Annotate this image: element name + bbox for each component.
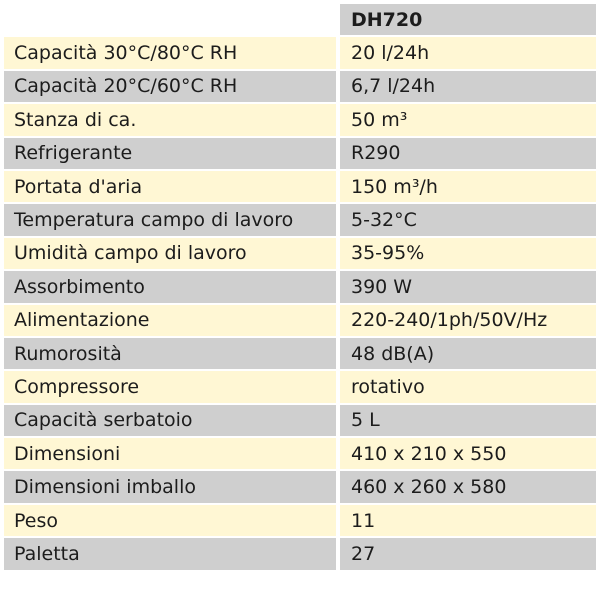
row-value: 35-95%: [340, 238, 596, 271]
row-value: rotativo: [340, 371, 596, 404]
row-value: 150 m³/h: [340, 171, 596, 204]
row-value: 27: [340, 538, 596, 571]
row-value: 5 L: [340, 405, 596, 438]
table-row: [4, 171, 596, 204]
table-row: [4, 538, 596, 571]
row-label: Rumorosità: [4, 338, 340, 371]
row-label: Stanza di ca.: [4, 104, 340, 137]
row-label: Capacità serbatoio: [4, 405, 340, 438]
row-value: 11: [340, 505, 596, 538]
row-value: 220-240/1ph/50V/Hz: [340, 305, 596, 338]
header-model-cell: DH720: [340, 4, 596, 37]
table-row: [4, 505, 596, 538]
row-value: 410 x 210 x 550: [340, 438, 596, 471]
table-row: [4, 371, 596, 404]
row-label: Capacità 20°C/60°C RH: [4, 71, 340, 104]
row-value: 48 dB(A): [340, 338, 596, 371]
row-label: Paletta: [4, 538, 340, 571]
table-row: [4, 405, 596, 438]
row-label: Alimentazione: [4, 305, 340, 338]
row-label: Capacità 30°C/80°C RH: [4, 37, 340, 70]
table-row: [4, 438, 596, 471]
table-row: [4, 204, 596, 237]
row-label: Assorbimento: [4, 271, 340, 304]
row-value: 460 x 260 x 580: [340, 471, 596, 504]
table-row: [4, 471, 596, 504]
table-row: [4, 71, 596, 104]
table-row: [4, 238, 596, 271]
row-label: Temperatura campo di lavoro: [4, 204, 340, 237]
row-value: 20 l/24h: [340, 37, 596, 70]
row-label: Dimensioni imballo: [4, 471, 340, 504]
table-row: [4, 305, 596, 338]
row-value: 50 m³: [340, 104, 596, 137]
table-row: [4, 104, 596, 137]
header-label-cell: [4, 4, 340, 37]
row-label: Umidità campo di lavoro: [4, 238, 340, 271]
table-row: [4, 271, 596, 304]
row-label: Dimensioni: [4, 438, 340, 471]
row-value: R290: [340, 138, 596, 171]
table-row: [4, 37, 596, 70]
spec-table-body: [4, 4, 596, 572]
row-label: Peso: [4, 505, 340, 538]
spec-table: [4, 4, 596, 572]
row-value: 390 W: [340, 271, 596, 304]
row-label: Refrigerante: [4, 138, 340, 171]
table-row: [4, 338, 596, 371]
table-header-row: [4, 4, 596, 37]
row-label: Compressore: [4, 371, 340, 404]
row-value: 6,7 l/24h: [340, 71, 596, 104]
row-value: 5-32°C: [340, 204, 596, 237]
table-row: [4, 138, 596, 171]
row-label: Portata d'aria: [4, 171, 340, 204]
